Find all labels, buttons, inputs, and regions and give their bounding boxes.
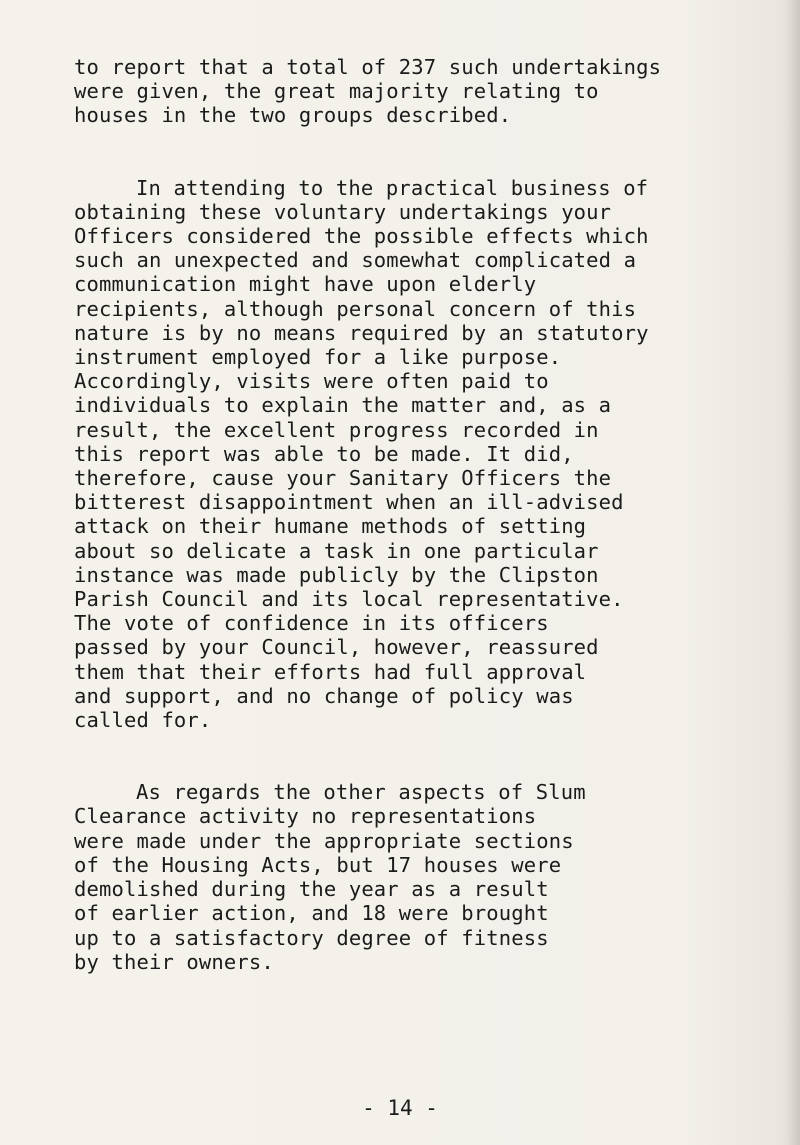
- paragraph-1: [74, 55, 774, 128]
- text-line: The vote of confidence in its officers: [74, 611, 549, 636]
- text-line: obtaining these voluntary undertakings your: [74, 199, 612, 224]
- page-number: - 14 -: [362, 1096, 438, 1120]
- text-line: Officers considered the possible effects which: [74, 224, 649, 249]
- text-line: Parish Council and its local representative.: [74, 587, 624, 612]
- text-line: of the Housing Acts, but 17 houses were: [74, 852, 562, 877]
- text-line: called for.: [74, 708, 212, 733]
- text-line: passed by your Council, however, reassured: [74, 635, 599, 660]
- text-line: and support, and no change of policy was: [74, 683, 574, 708]
- text-line: recipients, although personal concern of this: [74, 296, 637, 321]
- text-line: demolished during the year as a result: [74, 877, 549, 902]
- body-text: [74, 55, 774, 974]
- text-line: were made under the appropriate sections: [74, 828, 574, 853]
- text-line: them that their efforts had full approval: [74, 659, 587, 684]
- text-line: up to a satisfactory degree of fitness: [74, 925, 549, 950]
- text-line: such an unexpected and somewhat complicated a: [74, 248, 637, 273]
- text-line: In attending to the practical business of: [136, 175, 649, 200]
- text-line: this report was able to be made. It did,: [74, 441, 574, 466]
- text-line: therefore, cause your Sanitary Officers the: [74, 466, 612, 491]
- text-line: attack on their humane methods of setting: [74, 514, 587, 539]
- text-line: about so delicate a task in one particular: [74, 538, 599, 563]
- text-line: houses in the two groups described.: [74, 103, 512, 128]
- paragraph-gap: [74, 732, 774, 780]
- text-line: communication might have upon elderly: [74, 272, 537, 297]
- page-edge-shadow: [786, 0, 800, 1145]
- text-line: instance was made publicly by the Clipston: [74, 562, 599, 587]
- paragraph-2: [74, 176, 774, 733]
- paragraph-3: [74, 780, 774, 974]
- text-line: instrument employed for a like purpose.: [74, 345, 562, 370]
- text-line: individuals to explain the matter and, as a: [74, 393, 612, 418]
- text-line: Clearance activity no representations: [74, 804, 537, 829]
- text-line: by their owners.: [74, 949, 274, 974]
- text-line: of earlier action, and 18 were brought: [74, 901, 549, 926]
- paragraph-gap: [74, 128, 774, 176]
- text-line: were given, the great majority relating to: [74, 79, 599, 104]
- text-line: bitterest disappointment when an ill-advised: [74, 490, 624, 515]
- text-line: nature is by no means required by an statutory: [74, 320, 649, 345]
- text-line: result, the excellent progress recorded in: [74, 417, 599, 442]
- text-line: to report that a total of 237 such undertakings: [74, 55, 662, 79]
- text-line: As regards the other aspects of Slum: [136, 780, 586, 805]
- text-line: Accordingly, visits were often paid to: [74, 369, 549, 394]
